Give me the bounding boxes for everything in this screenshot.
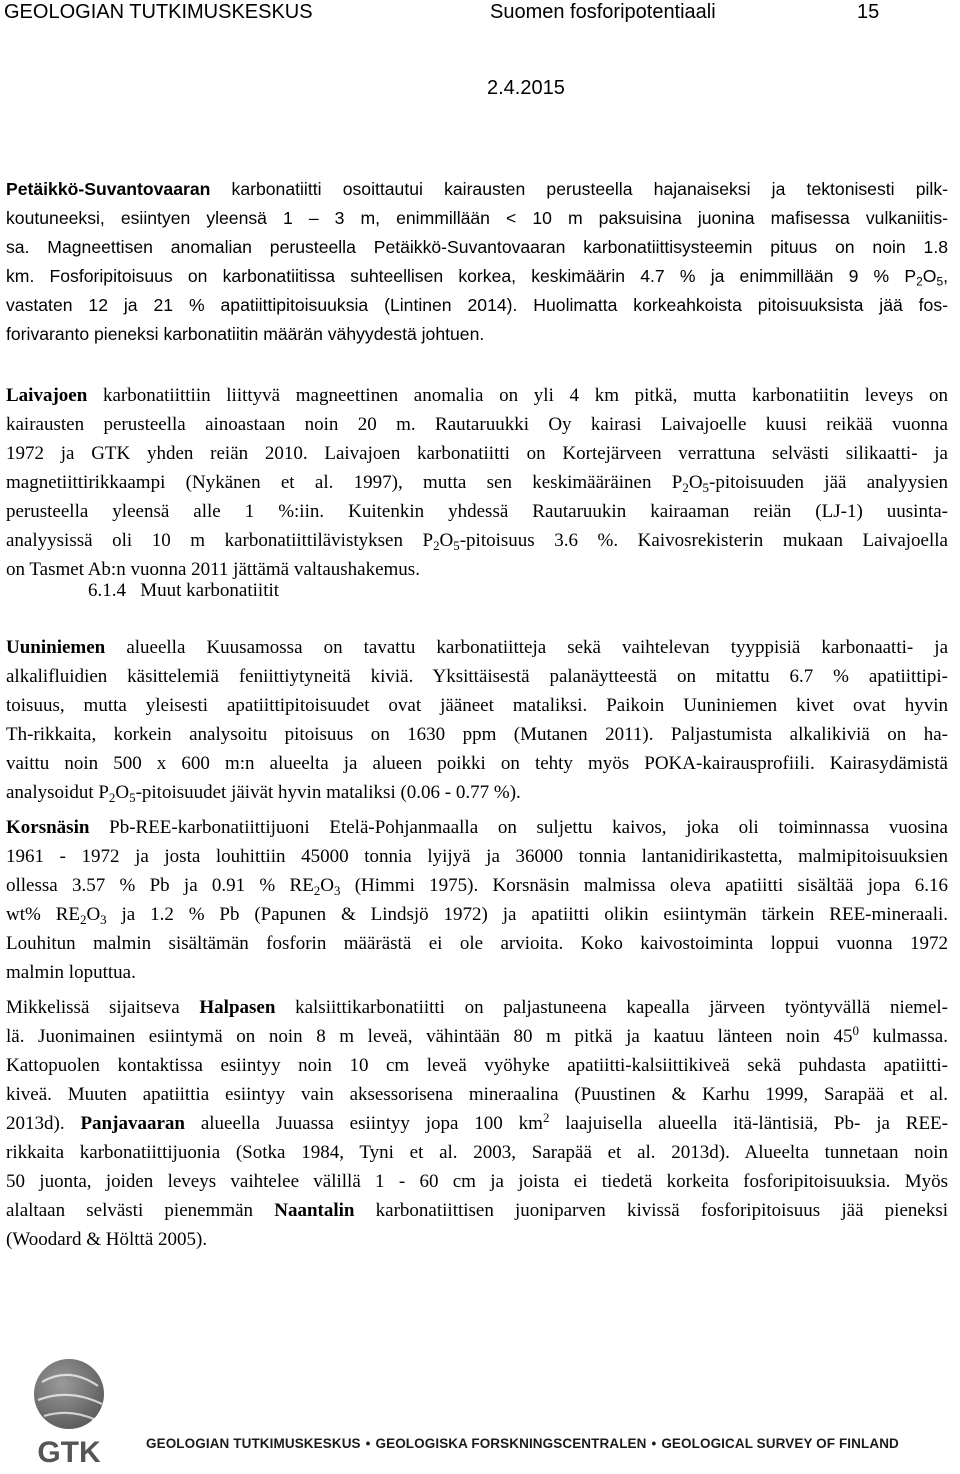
- text-line: Th-rikkaita, korkein analysoitu pitoisuus on 1630 ppm (Mutanen 2011). Paljastumista alkalikiviä on ha-: [6, 724, 948, 745]
- text-line: Korsnäsin Pb-REE-karbonatiittijuoni Etelä-Pohjanmaalla on suljettu kaivos, joka oli toiminnassa vuosina: [6, 817, 948, 838]
- text-line: magnetiittirikkaampi (Nykänen et al. 1997), mutta sen keskimääräinen $P_2O_5$-pitoisuuden jää analyysien: [6, 472, 948, 495]
- text-line: forivaranto pieneksi karbonatiitin määrän vähyydestä johtuen.: [6, 324, 485, 344]
- text-line: Uuniniemen alueella Kuusamossa on tavattu karbonatiitteja sekä vaihtelevan tyyppisiä karbonaatti- ja: [6, 637, 948, 658]
- site-name: Naantalin: [274, 1200, 355, 1221]
- text-line: wt% $RE_2O_3$ ja 1.2 % Pb (Papunen & Lindsjö 1972) ja apatiitti olikin esiintymän tärkein REE-mineraali.: [6, 904, 948, 927]
- org-english: GEOLOGICAL SURVEY OF FINLAND: [661, 1436, 899, 1451]
- text-line: (Woodard & Hölttä 2005).: [6, 1229, 208, 1250]
- text-line: lä. Juonimainen esiintymä on noin 8 m leveä, vähintään 80 m pitkä ja kaatuu länteen noin $45^0$ kulmassa.: [6, 1022, 948, 1047]
- text-line: sa. Magneettisen anomalian perusteella Petäikkö-Suvantovaaran karbonatiittisysteemin pituus on noin 1.8: [6, 237, 948, 257]
- text-line: Petäikkö-Suvantovaaran karbonatiitti osoittautui kairausten perusteella hajanaiseksi ja tektonisesti pilk-: [6, 179, 948, 199]
- text-line: analysoidut $P_2O_5$-pitoisuudet jäivät hyvin mataliksi (0.06 - 0.77 %).: [6, 782, 521, 805]
- header-organization: GEOLOGIAN TUTKIMUSKESKUS: [4, 1, 313, 23]
- site-name: Halpasen: [199, 997, 276, 1018]
- text-line: Mikkelissä sijaitseva Halpasen kalsiittikarbonatiitti on paljastuneena kapealla järveen työntyvällä niemel-: [6, 997, 948, 1018]
- paragraph-halpanen: [6, 993, 948, 1254]
- text-line: malmin loputtua.: [6, 962, 136, 983]
- header-date: 2.4.2015: [487, 77, 565, 99]
- site-name: Korsnäsin: [6, 817, 90, 838]
- site-name: Uuniniemen: [6, 637, 106, 658]
- text-line: toisuus, mutta yleisesti apatiittipitoisuudet ovat jääneet mataliksi. Paikoin Uuniniemen kivet ovat hyvin: [6, 695, 948, 716]
- text-line: perusteella yleensä alle 1 %:iin. Kuitenkin yhdessä Rautaruukin kairaaman reiän (LJ-1) uusinta-: [6, 501, 948, 522]
- section-number: 6.1.4: [88, 580, 126, 601]
- section-heading: [88, 580, 279, 602]
- text-line: alaltaan selvästi pienemmän Naantalin karbonatiittisen juoniparven kivissä fosforipitoisuus jää pieneksi: [6, 1200, 949, 1221]
- page-footer: [0, 1350, 960, 1474]
- text-line: analyysissä oli 10 m karbonatiittilävistyksen $P_2O_5$-pitoisuus 3.6 %. Kaivosrekisterin mukaan Laivajoella: [6, 530, 948, 553]
- text-line: 1961 - 1972 ja josta louhittiin 45000 tonnia lyijyä ja 36000 tonnia lantanidirikastetta, malmipitoisuuksien: [6, 846, 948, 867]
- text-line: rikkaita karbonatiittijuonia (Sotka 1984, Tyni et al. 2003, Sarapää et al. 2013d). Alueelta tunnetaan noin: [6, 1142, 948, 1163]
- site-name: Laivajoen: [6, 385, 88, 406]
- text-line: koutuneeksi, esiintyen yleensä 1 – 3 m, enimmillään < 10 m paksuisina juonina mafisessa vulkaniitis-: [6, 208, 948, 228]
- text-line: ollessa 3.57 % Pb ja 0.91 % $RE_2O_3$ (Himmi 1975). Korsnäsin malmissa oleva apatiitti sisältää jopa 6.16: [6, 875, 948, 898]
- text-line: kiveä. Muuten apatiittia esiintyy vain aksessorisena mineraalina (Puustinen & Karhu 1999, Sarapää et al.: [6, 1084, 948, 1105]
- text-line: Laivajoen karbonatiittiin liittyvä magneettinen anomalia on yli 4 km pitkä, mutta karbonatiitin leveys on: [6, 385, 948, 406]
- paragraph-petaikko: [6, 175, 948, 349]
- text-line: Louhitun malmin sisältämän fosforin määrästä ei ole arvioita. Koko kaivostoiminta loppui vuonna 1972: [6, 933, 948, 954]
- logo-text: GTK: [37, 1436, 101, 1468]
- footer-organizations: [146, 1436, 899, 1451]
- text-line: Kattopuolen kontaktissa esiintyy noin 10 cm leveä vyöhyke apatiitti-kalsiittikiveä sekä puhdasta apatiitti-: [6, 1055, 948, 1076]
- text-line: kairausten perusteella ainoastaan noin 20 m. Rautaruukki Oy kairasi Laivajoelle kuusi reikää vuonna: [6, 414, 948, 435]
- text-line: 1972 ja GTK yhden reiän 2010. Laivajoen karbonatiitti on Kortejärveen verrattuna selvästi silikaatti- ja: [6, 443, 948, 464]
- paragraph-korsnas: [6, 813, 948, 987]
- text-line: on Tasmet Ab:n vuonna 2011 jättämä valtaushakemus.: [6, 559, 420, 580]
- paragraph-laivajoki: [6, 381, 948, 584]
- org-swedish: GEOLOGISKA FORSKNINGSCENTRALEN: [375, 1436, 647, 1451]
- site-name: Panjavaaran: [80, 1113, 185, 1134]
- text-line: 2013d). Panjavaaran alueella Juuassa esiintyy jopa 100 $km^2$ laajuisella alueella itä-läntisiä, Pb- ja REE-: [6, 1109, 948, 1134]
- bullet: •: [365, 1436, 371, 1451]
- header-report-title: Suomen fosforipotentiaali: [490, 1, 716, 23]
- text-line: vastaten 12 ja 21 % apatiittipitoisuuksia (Lintinen 2014). Huolimatta korkeahkoista pitoisuuksista jää fos-: [6, 295, 948, 315]
- section-title: Muut karbonatiitit: [140, 580, 280, 601]
- text-line: 50 juonta, joiden leveys vaihtelee välillä 1 - 60 cm ja joista ei tiedetä korkeita fosforipitoisuuksia. Myös: [6, 1171, 948, 1192]
- header-page-number: 15: [857, 1, 880, 23]
- bullet: •: [651, 1436, 657, 1451]
- text-line: km. Fosforipitoisuus on karbonatiitissa suhteellisen korkea, keskimäärin 4.7 % ja enimmillään 9 % $P_2O_5$,: [6, 266, 948, 289]
- text-line: alkalifluidien käsittelemiä feniittiytyneitä kiviä. Yksittäisestä palanäytteestä on mitattu 6.7 % apatiittipi-: [6, 666, 948, 687]
- gtk-logo: [24, 1356, 114, 1468]
- text-line: vaittu noin 500 x 600 m:n alueelta ja alueen poikki on tehty myös POKA-kairausprofiili. Kairasydämistä: [6, 753, 948, 774]
- paragraph-uuniniemi: [6, 633, 948, 807]
- site-name: Petäikkö-Suvantovaaran: [6, 179, 211, 199]
- org-finnish: GEOLOGIAN TUTKIMUSKESKUS: [146, 1436, 361, 1451]
